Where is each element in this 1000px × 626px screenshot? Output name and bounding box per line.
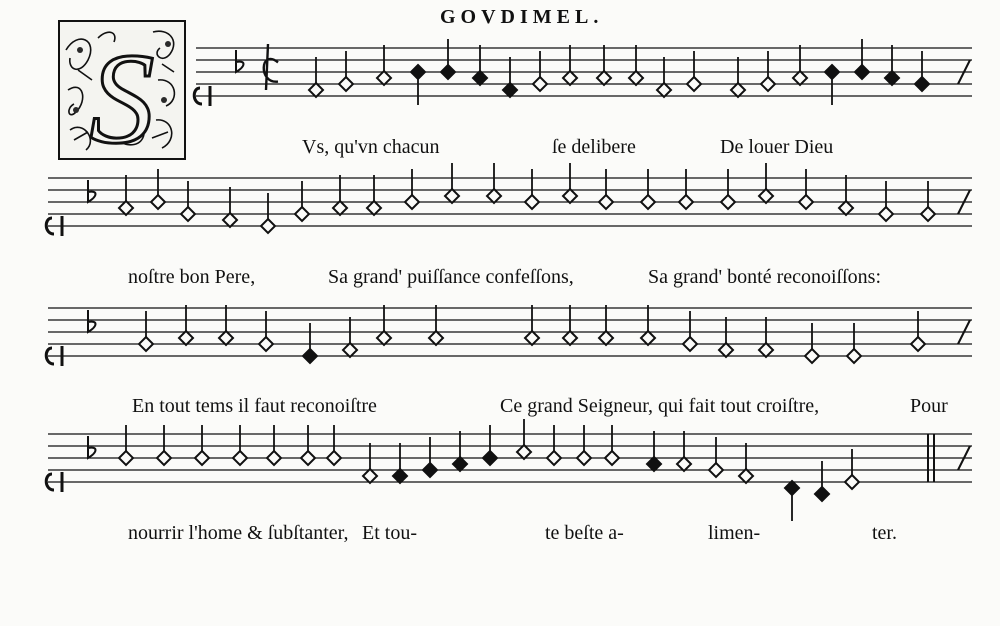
initial-letter: S — [89, 27, 155, 160]
note-head — [793, 71, 807, 85]
lyric-sa-grand-bonte: Sa grand' bonté reconoiſſons: — [648, 266, 881, 288]
note-head — [731, 83, 745, 97]
note-head — [223, 213, 237, 227]
note-head — [605, 451, 619, 465]
note-head — [343, 343, 357, 357]
note-head — [525, 331, 539, 345]
flat-sign-icon — [236, 50, 244, 72]
note-head — [267, 451, 281, 465]
note-head — [377, 71, 391, 85]
note-head — [563, 331, 577, 345]
note-head — [759, 343, 773, 357]
note-head — [367, 201, 381, 215]
note-head — [547, 451, 561, 465]
note-head — [261, 219, 275, 233]
note-head — [327, 451, 341, 465]
note-head — [721, 195, 735, 209]
note-head — [599, 331, 613, 345]
note-head — [441, 65, 455, 79]
note-head — [473, 71, 487, 85]
note-head — [219, 331, 233, 345]
lyric-sa-grand-puissance: Sa grand' puiſſance confeſſons, — [328, 266, 574, 288]
note-head — [179, 331, 193, 345]
note-head — [577, 451, 591, 465]
note-head — [759, 189, 773, 203]
note-head — [181, 207, 195, 221]
note-head — [855, 65, 869, 79]
note-head — [393, 469, 407, 483]
note-head — [847, 349, 861, 363]
note-head — [503, 83, 517, 97]
note-head — [233, 451, 247, 465]
note-head — [339, 77, 353, 91]
composer-header: GOVDIMEL. — [440, 6, 604, 28]
note-head — [719, 343, 733, 357]
note-head — [839, 201, 853, 215]
note-head — [411, 65, 425, 79]
note-head — [647, 457, 661, 471]
note-head — [195, 451, 209, 465]
time-signature-icon — [264, 44, 278, 90]
note-head — [845, 475, 859, 489]
note-head — [377, 331, 391, 345]
note-head — [921, 207, 935, 221]
note-head — [301, 451, 315, 465]
note-head — [563, 189, 577, 203]
lyric-ter: ter. — [872, 522, 897, 544]
note-head — [487, 189, 501, 203]
note-head — [761, 77, 775, 91]
note-head — [805, 349, 819, 363]
note-head — [119, 451, 133, 465]
note-head — [799, 195, 813, 209]
note-head — [677, 457, 691, 471]
note-head — [533, 77, 547, 91]
note-head — [517, 445, 531, 459]
note-head — [525, 195, 539, 209]
note-head — [911, 337, 925, 351]
note-head — [363, 469, 377, 483]
lyric-te-beste-a: te beſte a- — [545, 522, 624, 544]
note-head — [423, 463, 437, 477]
lyric-vs-quvn-chacun: Vs, qu'vn chacun — [302, 136, 440, 158]
note-head — [709, 463, 723, 477]
note-head — [679, 195, 693, 209]
note-head — [295, 207, 309, 221]
lyric-et-tou: Et tou- — [362, 522, 417, 544]
note-head — [739, 469, 753, 483]
note-head — [151, 195, 165, 209]
lyric-se-delibere: ſe delibere — [552, 136, 636, 158]
note-head — [405, 195, 419, 209]
note-head — [785, 481, 799, 495]
note-head — [303, 349, 317, 363]
note-head — [483, 451, 497, 465]
lyric-ce-grand-seigneur: Ce grand Seigneur, qui fait tout croiſtre, — [500, 395, 820, 417]
note-head — [599, 195, 613, 209]
lyric-pour: Pour — [910, 395, 948, 417]
flat-sign-icon — [88, 310, 96, 332]
note-head — [563, 71, 577, 85]
note-head — [629, 71, 643, 85]
note-head — [445, 189, 459, 203]
lyric-limen: limen- — [708, 522, 761, 544]
note-head — [641, 195, 655, 209]
note-head — [119, 201, 133, 215]
note-head — [683, 337, 697, 351]
note-head — [825, 65, 839, 79]
note-head — [429, 331, 443, 345]
note-head — [641, 331, 655, 345]
flat-sign-icon — [88, 180, 96, 202]
note-head — [687, 77, 701, 91]
lyric-de-louer-dieu: De louer Dieu — [720, 136, 834, 158]
note-head — [657, 83, 671, 97]
note-head — [453, 457, 467, 471]
note-head — [309, 83, 323, 97]
note-head — [915, 77, 929, 91]
note-head — [597, 71, 611, 85]
lyric-nourrir-lhome: nourrir l'home & ſubſtanter, — [128, 522, 349, 544]
note-head — [885, 71, 899, 85]
note-head — [333, 201, 347, 215]
lyric-nostre-bon-pere: noſtre bon Pere, — [128, 266, 256, 288]
note-head — [879, 207, 893, 221]
note-head — [259, 337, 273, 351]
note-head — [815, 487, 829, 501]
note-head — [157, 451, 171, 465]
flat-sign-icon — [88, 436, 96, 458]
note-head — [139, 337, 153, 351]
lyric-en-tout-tems: En tout tems il faut reconoiſtre — [132, 395, 377, 417]
